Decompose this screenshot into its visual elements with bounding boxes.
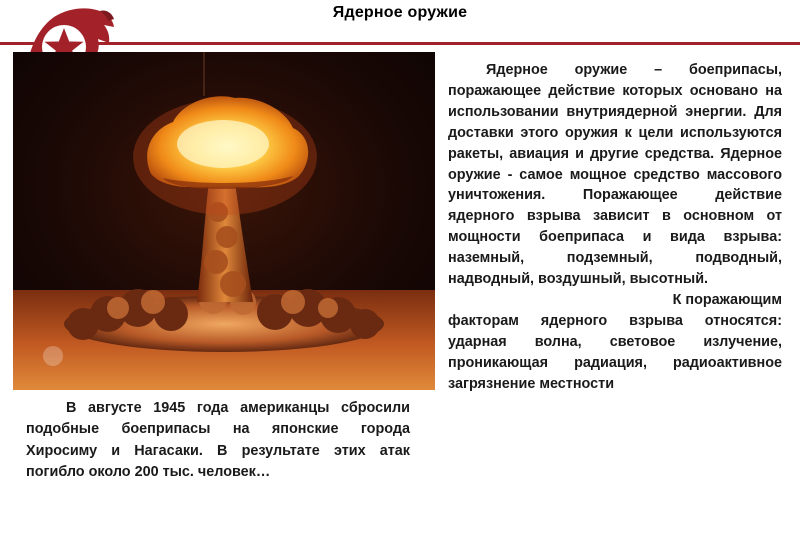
- slide-title: Ядерное оружие: [332, 4, 468, 21]
- nuclear-explosion-photo: [13, 52, 435, 390]
- damage-factors-lead: К поражающим: [672, 291, 782, 308]
- history-paragraph: В августе 1945 года американцы сбросили подобные боеприпасы на японские города Хиросиму и Нагасаки. В результате этих атак погибло около 200 тыс. человек…: [26, 400, 410, 481]
- title-divider: [0, 42, 800, 45]
- history-text: [26, 398, 410, 484]
- damage-factors-paragraph: факторам ядерного взрыва относятся: ударная волна, световое излучение, проникающая радиация, радиоактивное загрязнение местности: [448, 312, 782, 392]
- description-text: [448, 60, 782, 395]
- description-paragraph: Ядерное оружие – боеприпасы, поражающее действие которых основано на использовании внутриядерной энергии. Для доставки этого оружия к цели используются ракеты, авиация и другие средства. Ядерное оружие - самое мощное средство массового уничтожения. Поражающее действие ядерного взрыва зависит в основном от мощности боеприпаса и вида взрыва: наземный, подземный, подводный, надводный, воздушный, высотный.: [448, 62, 782, 288]
